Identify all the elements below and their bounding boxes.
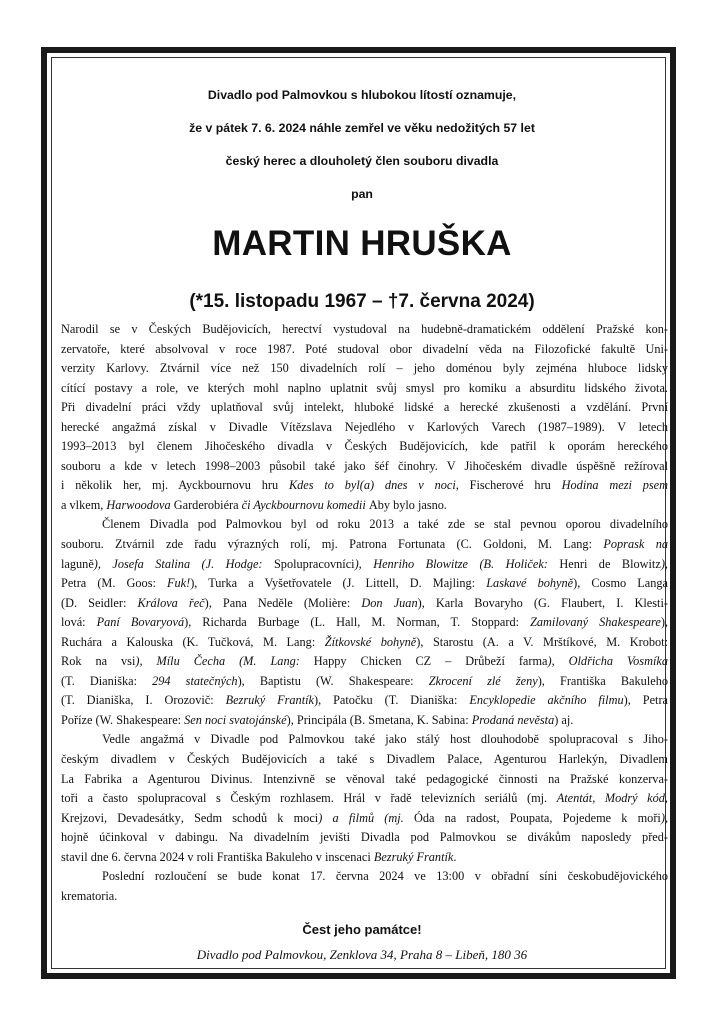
body-line: verzity Karlovy. Ztvárnil více než 150 divadelních rolí – jeho doménou byly zejména hluboce lidsky: [61, 361, 668, 376]
body-line: lová: Paní Bovaryová), Richarda Burbage (L. Hall, M. Norman, T. Stoppard: Zamilovaný Shakespeare),: [61, 615, 669, 630]
announcement-line-3: český herec a dlouholetý člen souboru divadla: [225, 154, 499, 168]
body-line: českým divadlem v Českých Budějovicích a také s Divadlem Palace, Agenturou Harlekýn, Divadlem: [61, 752, 668, 767]
work-title: ), Henriho Blowitze (B. Holiček:: [354, 556, 560, 571]
body-line: i několik her, mj. Ayckbournovu hru Kdes to byl(a) dnes v noci, Fischerové hru Hodina mezi psem: [61, 478, 668, 493]
body-line: Při divadelní práci vždy uplatňoval svůj intelekt, hluboké lidské a herecké zkušenosti a vzdělání. První: [61, 400, 668, 415]
body-line: Členem Divadla pod Palmovkou byl od roku 2013 a také zde se stal pevnou oporou divadelního: [102, 517, 668, 532]
body-line: souboru a kde v letech 1998–2003 působil také jako šéf činohry. V Jihočeském divadle úspěšně režíroval: [61, 458, 668, 473]
work-title: ),: [660, 556, 668, 571]
work-title: Poprask na: [603, 537, 668, 552]
body-line: (T. Dianiška: 294 statečných), Baptistu (W. Shakespeare: Zkrocení zlé ženy), Františka Bakuleho: [61, 673, 668, 688]
body-line: hojně účinkoval v dabingu. Na divadelním jevišti Divadla pod Palmovkou se divákům naposledy před-: [61, 830, 668, 845]
body-line: Poříze (W. Shakespeare: Sen noci svatojánské), Principála (B. Smetana, K. Sabina: Prodaná nevěsta) aj.: [61, 712, 574, 727]
body-line: (T. Dianiška, I. Orozovič: Bezruký Frantík), Patočku (T. Dianiška: Encyklopedie akčního filmu), Petra: [61, 693, 668, 708]
work-title: 294 statečných: [152, 673, 238, 688]
theatre-address: Divadlo pod Palmovkou, Zenklova 34, Praha 8 – Libeň, 180 36: [196, 947, 528, 962]
body-line: a vlkem, Harwoodova Garderobiéra či Ayckbournovu komedii Aby bylo jasno.: [61, 497, 448, 512]
work-title: ), Josefa Stalina (J. Hodge:: [93, 556, 274, 571]
work-title: Paní Bovaryová: [96, 615, 185, 630]
work-title: ,: [549, 810, 563, 825]
work-title: Zamilovaný Shakespeare: [530, 615, 661, 630]
work-title: ,: [104, 810, 118, 825]
body-line: cítící postavy a role, ve kterých mohl naplno uplatnit svůj smysl pro komiku a absurditu lidského života.: [61, 380, 668, 395]
body-line: Vedle angažmá v Divadle pod Palmovkou také jako stálý host dlouhodobě spolupracoval s Jiho-: [102, 732, 668, 747]
body-line: La Fabrika a Agenturou Divinus. Intenzivně se věnoval také pedagogické činnosti na Pražské konzerva-: [61, 771, 668, 786]
body-line: krematoria.: [61, 888, 118, 903]
body-line: herecké angažmá získal v Divadle Vítězslava Nejedlého v Karlových Varech (1987–1989). V letech: [61, 419, 668, 434]
work-title: Bezruký Frantík: [373, 849, 454, 864]
body-line: Poslední rozloučení se bude konat 17. června 2024 ve 13:00 v obřadní síni českobudějovického: [102, 869, 668, 884]
work-title: či Ayckbournovu komedii: [238, 497, 369, 512]
work-title: Králova řeč: [137, 595, 205, 610]
body-line: souboru. Ztvárnil zde řadu výrazných rolí, mj. Patrona Fortunata (C. Goldoni, M. Lang: Poprask na: [61, 537, 668, 552]
work-title: ) a filmů (mj.: [318, 810, 414, 825]
work-title: Fuk!: [166, 576, 191, 591]
announcement-line-2: že v pátek 7. 6. 2024 náhle zemřel ve věku nedožitých 57 let: [189, 121, 535, 135]
work-title: ), Mílu Čecha (M. Lang:: [135, 654, 314, 669]
body-line: Krejzovi, Devadesátky, Sedm schodů k moci) a filmů (mj. Óda na radost, Poupata, Pojedeme k moři),: [61, 810, 669, 825]
work-title: Sen noci svatojánské: [184, 712, 287, 727]
body-line: Rok na vsi), Mílu Čecha (M. Lang: Happy Chicken CZ – Drůbeží farma), Oldřicha Vosmíka: [61, 654, 668, 669]
closing-line: Čest jeho památce!: [302, 922, 422, 937]
body-line: 1993–2013 byl členem Jihočeského divadla v Českých Budějovicích, kde patřil k oporám hereckého: [61, 439, 668, 454]
work-title: Don Juan: [361, 595, 418, 610]
body-line: zervatoře, které absolvoval v roce 1987. Poté studoval obor divadelní věda na Filozofické fakultě Uni-: [61, 341, 668, 356]
work-title: ), Oldřicha Vosmíka: [547, 654, 668, 669]
body-line: toři a často spolupracoval s Českým rozhlasem. Hrál v řadě televizních seriálů (mj. Atentát, Modrý kód,: [61, 791, 668, 806]
work-title: ,: [496, 810, 510, 825]
work-title: Zkrocení zlé ženy: [428, 673, 538, 688]
work-title: Atentát, Modrý kód,: [556, 791, 668, 806]
announcement-line-4: pan: [351, 187, 373, 201]
work-title: .: [443, 497, 448, 512]
body-line: Petra (M. Goos: Fuk!), Turka a Vyšetřovatele (J. Littell, D. Majling: Laskavé bohyně), Cosmo Langa: [61, 576, 668, 591]
deceased-name: MARTIN HRUŠKA: [212, 224, 512, 263]
work-title: Bezruký Frantík: [225, 693, 314, 708]
body-line: laguně), Josefa Stalina (J. Hodge: Spolupracovníci), Henriho Blowitze (B. Holiček: Henri de Blowitz),: [61, 556, 668, 571]
body-line: Ruchára a Kalouska (K. Tučková, M. Lang: Žítkovské bohyně), Starostu (A. a V. Mrštíkové, M. Krobot:: [61, 634, 668, 649]
work-title: Žítkovské bohyně: [324, 634, 417, 649]
work-title: ),: [660, 810, 669, 825]
work-title: Kdes to byl(a) dnes v noci: [288, 478, 456, 493]
work-title: ,: [180, 810, 195, 825]
work-title: , Harwoodova: [100, 497, 174, 512]
work-title: Hodina mezi psem: [561, 478, 668, 493]
work-title: Encyklopedie akčního filmu: [469, 693, 624, 708]
body-line: stavil dne 6. června 2024 v roli Františka Bakuleho v inscenaci Bezruký Frantík.: [61, 849, 457, 864]
announcement-line-1: Divadlo pod Palmovkou s hlubokou lítostí oznamuje,: [207, 88, 517, 102]
body-line: Narodil se v Českých Budějovicích, herectví vystudoval na hudebně-dramatickém oddělení Pražské kon-: [61, 322, 668, 336]
life-dates: (*15. listopadu 1967 – †7. června 2024): [189, 291, 535, 312]
body-line: (D. Seidler: Králova řeč), Pana Neděle (Molière: Don Juan), Karla Bovaryho (G. Flaubert, I. Klesti-: [61, 595, 668, 610]
obituary-text: [61, 320, 668, 906]
work-title: Laskavé bohyně: [486, 576, 574, 591]
work-title: Prodaná nevěsta: [471, 712, 555, 727]
